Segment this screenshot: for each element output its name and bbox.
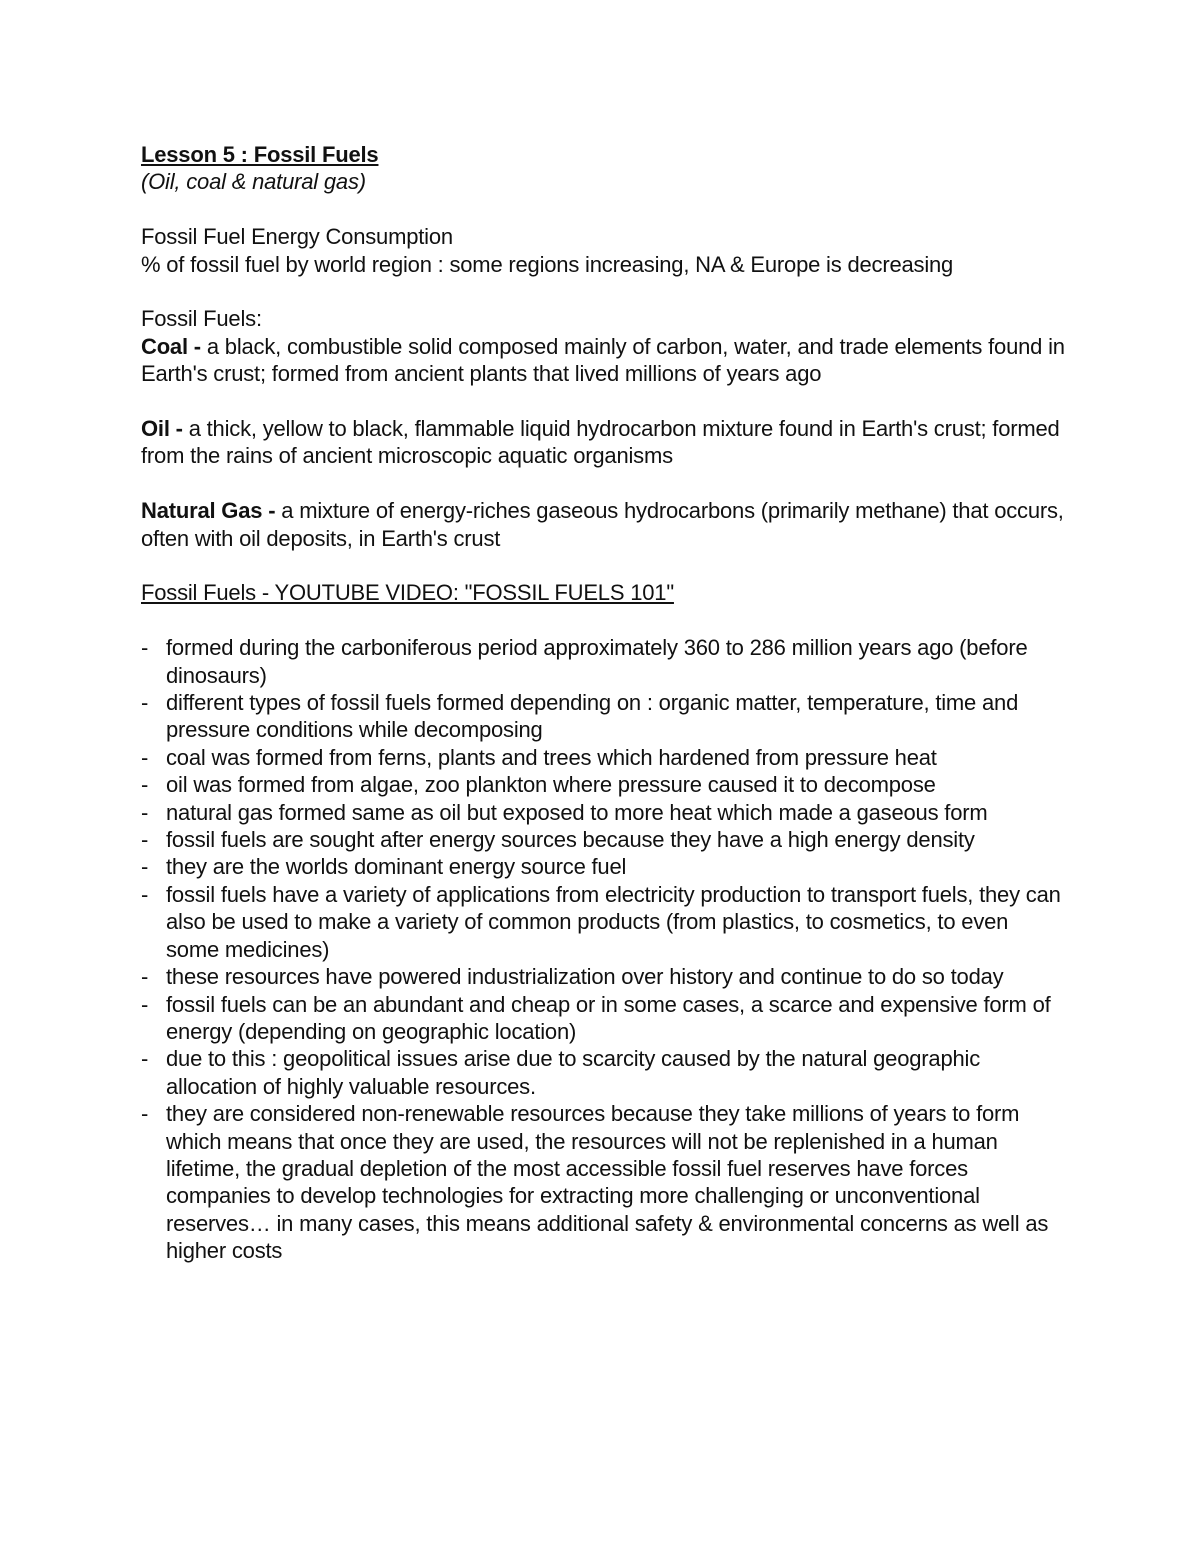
oil-text: a thick, yellow to black, flammable liquid hydrocarbon mixture found in Earth's crust; formed from the rains of ancient microscopic aquatic organisms	[141, 416, 1060, 469]
list-item	[141, 771, 1066, 798]
list-item-text: coal was formed from ferns, plants and trees which hardened from pressure heat	[166, 744, 937, 770]
gas-term: Natural Gas -	[141, 498, 276, 524]
spacer	[141, 278, 1066, 305]
list-item	[141, 963, 1066, 990]
list-item	[141, 799, 1066, 826]
list-item	[141, 689, 1066, 744]
list-item-text: fossil fuels can be an abundant and cheap or in some cases, a scarce and expensive form of energy (depending on geographic location)	[166, 991, 1051, 1044]
lesson-title: Lesson 5 : Fossil Fuels	[141, 142, 379, 167]
list-item-text: due to this : geopolitical issues arise due to scarcity caused by the natural geographic allocation of highly valuable resources.	[166, 1046, 980, 1099]
list-item	[141, 634, 1066, 689]
coal-text: a black, combustible solid composed mainly of carbon, water, and trade elements found in Earth's crust; formed from ancient plants that lived millions of years ago	[141, 333, 1065, 387]
spacer	[141, 388, 1066, 415]
gas-text: a mixture of energy-riches gaseous hydrocarbons (primarily methane) that occurs, often with oil deposits, in Earth's crust	[141, 498, 1064, 551]
spacer	[141, 607, 1066, 634]
spacer	[141, 196, 1066, 223]
spacer	[141, 552, 1066, 579]
list-item-text: different types of fossil fuels formed depending on : organic matter, temperature, time and pressure conditions while decomposing	[166, 690, 1019, 743]
dash-bullet: -	[141, 964, 149, 990]
dash-bullet: -	[141, 1046, 149, 1072]
list-item-text: natural gas formed same as oil but exposed to more heat which made a gaseous form	[166, 799, 988, 825]
list-item	[141, 1100, 1066, 1264]
definitions-heading: Fossil Fuels:	[141, 306, 262, 332]
oil-definition	[141, 415, 1066, 470]
consumption-text: % of fossil fuel by world region : some regions increasing, NA & Europe is decreasing	[141, 251, 954, 277]
coal-term: Coal -	[141, 333, 201, 359]
dash-bullet: -	[141, 991, 149, 1017]
dash-bullet: -	[141, 635, 149, 661]
dash-bullet: -	[141, 854, 149, 880]
dash-bullet: -	[141, 827, 149, 853]
dash-bullet: -	[141, 881, 149, 907]
document-page	[141, 141, 1066, 1265]
dash-bullet: -	[141, 744, 149, 770]
list-item	[141, 1045, 1066, 1100]
dash-bullet: -	[141, 1101, 149, 1127]
list-item	[141, 826, 1066, 853]
list-item-text: fossil fuels are sought after energy sources because they have a high energy density	[166, 827, 975, 853]
dash-bullet: -	[141, 772, 149, 798]
video-heading: Fossil Fuels - YOUTUBE VIDEO: "FOSSIL FUELS 101"	[141, 580, 674, 606]
list-item	[141, 853, 1066, 880]
gas-definition	[141, 497, 1066, 552]
list-item-text: fossil fuels have a variety of applications from electricity production to transport fuels, they can also be used to make a variety of common products (from plastics, to cosmetics, to even some medicines)	[166, 881, 1061, 962]
list-item	[141, 881, 1066, 963]
consumption-heading: Fossil Fuel Energy Consumption	[141, 224, 453, 250]
list-item	[141, 744, 1066, 771]
list-item-text: they are the worlds dominant energy source fuel	[166, 854, 627, 880]
dash-bullet: -	[141, 799, 149, 825]
list-item	[141, 991, 1066, 1046]
coal-definition	[141, 333, 1066, 388]
spacer	[141, 470, 1066, 497]
video-notes-list	[141, 634, 1066, 1264]
list-item-text: these resources have powered industrialization over history and continue to do so today	[166, 964, 1004, 990]
lesson-subtitle: (Oil, coal & natural gas)	[141, 169, 366, 195]
dash-bullet: -	[141, 690, 149, 716]
list-item-text: formed during the carboniferous period approximately 360 to 286 million years ago (before dinosaurs)	[166, 635, 1028, 688]
oil-term: Oil -	[141, 416, 183, 442]
list-item-text: oil was formed from algae, zoo plankton where pressure caused it to decompose	[166, 772, 936, 798]
list-item-text: they are considered non-renewable resources because they take millions of years to form which means that once they are used, the resources will not be replenished in a human lifetime, the gradual depletion of the most accessible fossil fuel reserves have forces companies to develop technologies for extracting more challenging or unconventional reserves… in many cases, this means additional safety & environmental concerns as well as higher costs	[166, 1101, 1049, 1264]
